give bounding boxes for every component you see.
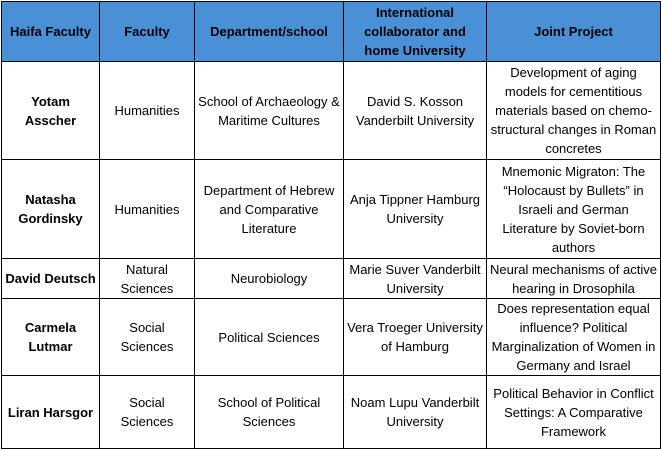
cell-name: Liran Harsgor [2, 376, 100, 449]
cell-name: Carmela Lutmar [2, 299, 100, 376]
cell-collaborator: Noam Lupu Vanderbilt University [344, 376, 487, 449]
cell-department: School of Archaeology & Maritime Cultures [195, 62, 344, 160]
table-row [2, 299, 661, 376]
header-joint-project: Joint Project [487, 2, 661, 62]
header-faculty: Faculty [100, 2, 195, 62]
cell-department: Neurobiology [195, 259, 344, 299]
cell-faculty: Social Sciences [100, 376, 195, 449]
cell-name: Yotam Asscher [2, 62, 100, 160]
cell-project: Neural mechanisms of active hearing in Drosophila [487, 259, 661, 299]
faculty-collaboration-table [1, 1, 661, 449]
cell-department: Political Sciences [195, 299, 344, 376]
table-row [2, 62, 661, 160]
cell-project: Mnemonic Migraton: The “Holocaust by Bullets” in Israeli and German Literature by Soviet-born authors [487, 160, 661, 259]
cell-collaborator: Vera Troeger University of Hamburg [344, 299, 487, 376]
cell-project: Development of aging models for cementitious materials based on chemo-structural changes in Roman concretes [487, 62, 661, 160]
cell-faculty: Social Sciences [100, 299, 195, 376]
cell-department: Department of Hebrew and Comparative Literature [195, 160, 344, 259]
cell-name: Natasha Gordinsky [2, 160, 100, 259]
cell-collaborator: David S. Kosson Vanderbilt University [344, 62, 487, 160]
cell-faculty: Natural Sciences [100, 259, 195, 299]
table-row [2, 259, 661, 299]
header-row [2, 2, 661, 62]
cell-project: Political Behavior in Conflict Settings: A Comparative Framework [487, 376, 661, 449]
cell-collaborator: Anja Tippner Hamburg University [344, 160, 487, 259]
cell-department: School of Political Sciences [195, 376, 344, 449]
cell-faculty: Humanities [100, 160, 195, 259]
cell-name: David Deutsch [2, 259, 100, 299]
header-collaborator: International collaborator and home University [344, 2, 487, 62]
cell-project: Does representation equal influence? Political Marginalization of Women in Germany and Israel [487, 299, 661, 376]
table-row [2, 376, 661, 449]
table-row [2, 160, 661, 259]
header-department: Department/school [195, 2, 344, 62]
header-haifa-faculty: Haifa Faculty [2, 2, 100, 62]
cell-faculty: Humanities [100, 62, 195, 160]
cell-collaborator: Marie Suver Vanderbilt University [344, 259, 487, 299]
